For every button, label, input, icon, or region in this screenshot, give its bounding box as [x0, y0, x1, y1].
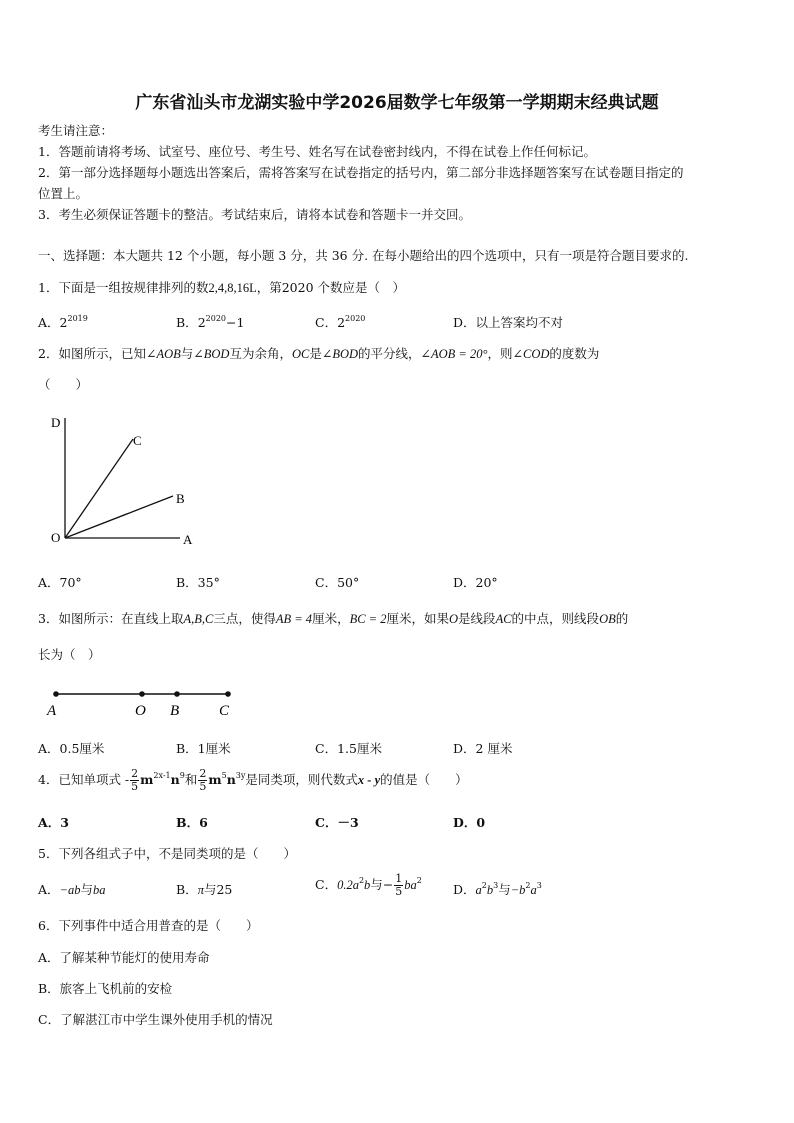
- q4-option-d[interactable]: D．0: [453, 815, 486, 830]
- q3-text: 厘米，: [312, 611, 350, 626]
- var-m: m: [208, 772, 222, 787]
- term: ba: [404, 878, 417, 892]
- q2-math: ∠BOD: [193, 347, 230, 361]
- exam-title: 广东省汕头市龙湖实验中学2026届数学七年级第一学期期末经典试题: [135, 93, 659, 113]
- notice-item-3: 3．考生必须保证答题卡的整洁。考试结束后，请将本试卷和答题卡一并交回。: [38, 207, 471, 222]
- label-a: A: [47, 703, 57, 719]
- question-2-stem: [38, 344, 599, 362]
- q1-option-a[interactable]: [38, 313, 88, 331]
- q1-option-d[interactable]: D．以上答案均不对: [453, 315, 564, 330]
- denominator: 5: [395, 885, 403, 898]
- q2-text: 2．如图所示，已知: [38, 346, 146, 361]
- var-m: m: [140, 772, 154, 787]
- conj: 与: [498, 882, 511, 897]
- point-a: [53, 691, 59, 697]
- q1-option-c[interactable]: [315, 313, 365, 331]
- q3-math: AC: [495, 612, 512, 626]
- label-c: C: [219, 703, 230, 719]
- term: a: [475, 883, 482, 897]
- q2-math: ∠AOB: [145, 347, 181, 361]
- question-1-stem: [38, 278, 405, 296]
- q4-text: 的值是（ ）: [380, 772, 468, 787]
- exponent: 3y: [235, 771, 246, 780]
- q3-text: 三点，使得: [213, 611, 276, 626]
- q2-math: ∠AOB = 20°: [420, 347, 488, 361]
- exponent: 2020: [205, 314, 226, 323]
- minus: −: [382, 877, 394, 892]
- q3-option-b[interactable]: B．1厘米: [176, 741, 231, 756]
- label-c: C: [133, 433, 142, 448]
- q6-option-c[interactable]: C．了解湛江市中学生课外使用手机的情况: [38, 1012, 273, 1027]
- option-label: B．: [176, 882, 198, 897]
- q3-text: 3．如图所示：在直线上取: [38, 611, 184, 626]
- option-label: A．: [38, 315, 60, 330]
- question-3-stem: [38, 609, 628, 627]
- q5-option-a[interactable]: [38, 880, 105, 898]
- q3-text: 厘米，如果: [386, 611, 450, 626]
- q2-option-b[interactable]: B．35°: [176, 575, 220, 590]
- exponent: 9: [179, 771, 185, 780]
- q3-stem-line2: 长为（ ）: [38, 647, 101, 662]
- option-label: B．: [176, 315, 198, 330]
- q4-option-c[interactable]: C．－3: [315, 815, 359, 830]
- option-label: D．: [453, 882, 476, 897]
- notice-heading: 考生请注意：: [38, 123, 114, 138]
- label-b: B: [170, 703, 180, 719]
- numerator: 2: [199, 767, 207, 780]
- ray-ob: [65, 496, 173, 538]
- q2-option-c[interactable]: C．50°: [315, 575, 360, 590]
- exponent: 2: [481, 881, 487, 890]
- label-a: A: [183, 532, 193, 547]
- q5-option-b[interactable]: [176, 880, 232, 898]
- q3-math: A,B,C: [183, 612, 214, 626]
- base: 2: [59, 315, 68, 330]
- q2-answer-paren: （ ）: [38, 377, 89, 392]
- q1-sequence: 2,4,8,16L: [208, 281, 257, 295]
- q4-text: 是同类项，则代数式: [245, 772, 358, 787]
- q4-text: 4．已知单项式 -: [38, 772, 130, 787]
- exponent: 2: [358, 876, 365, 885]
- q3-math: BC = 2: [349, 612, 387, 626]
- point-c: [225, 691, 231, 697]
- q3-text: 的: [615, 611, 629, 626]
- q5-option-d[interactable]: [453, 880, 542, 898]
- q2-text: 互为余角，: [229, 346, 292, 361]
- notice-item-1: 1．答题前请将考场、试室号、座位号、考生号、姓名写在试卷密封线内，不得在试卷上作任何标记。: [38, 144, 596, 159]
- conj: 与: [203, 882, 217, 897]
- q3-option-a[interactable]: A．0.5厘米: [38, 741, 105, 756]
- q6-option-a[interactable]: A．了解某种节能灯的使用寿命: [38, 950, 210, 965]
- q1-text: 1．下面是一组按规律排列的数: [38, 280, 209, 295]
- exponent: 2020: [345, 314, 366, 323]
- q3-option-c[interactable]: C．1.5厘米: [315, 741, 382, 756]
- q3-math: OB: [599, 612, 616, 626]
- term: −ab: [59, 883, 81, 897]
- term: π: [197, 883, 204, 897]
- q2-option-a[interactable]: A．70°: [38, 575, 82, 590]
- q3-option-d[interactable]: D．2 厘米: [453, 741, 513, 756]
- label-d: D: [51, 415, 61, 430]
- exponent: 3: [493, 881, 499, 890]
- q4-option-b[interactable]: B．6: [176, 815, 208, 830]
- var-n: n: [226, 772, 236, 787]
- section-heading: 一、选择题：本大题共 12 个小题，每小题 3 分，共 36 分. 在每小题给出的四个选项中，只有一项是符合题目要求的.: [38, 248, 689, 263]
- q4-fraction-2: [198, 768, 207, 793]
- base: 2: [197, 315, 206, 330]
- label-b: B: [176, 491, 185, 506]
- exponent: 2019: [67, 314, 88, 323]
- notice-item-2: 2．第一部分选择题每小题选出答案后，需将答案写在试卷指定的括号内，第二部分非选择题答案写在试卷题目指定的: [38, 165, 684, 180]
- denominator: 5: [199, 780, 207, 793]
- exponent: 2x-1: [153, 771, 171, 780]
- point-o: [139, 691, 145, 697]
- q2-text: 是: [309, 346, 322, 361]
- term: b: [364, 878, 371, 892]
- q2-text: 的度数为: [549, 346, 600, 361]
- exponent: 2: [525, 881, 531, 890]
- q2-text: 与: [180, 346, 194, 361]
- point-b: [174, 691, 180, 697]
- exponent: 5: [221, 771, 227, 780]
- q2-text: ，则: [487, 346, 513, 361]
- q4-text: 和: [184, 772, 198, 787]
- term: a: [530, 883, 537, 897]
- q2-math: ∠COD: [512, 347, 550, 361]
- conj: 与: [80, 882, 93, 897]
- q1-option-b[interactable]: [176, 313, 244, 331]
- denominator: 5: [131, 780, 139, 793]
- question-6-stem: 6．下列事件中适合用普查的是（ ）: [38, 918, 259, 933]
- q3-math: AB = 4: [275, 612, 313, 626]
- q3-text: 是线段: [458, 611, 496, 626]
- label-o: O: [51, 530, 61, 545]
- q4-expression: x - y: [357, 773, 381, 787]
- option-label: A．: [38, 882, 60, 897]
- option-label: C．: [315, 315, 338, 330]
- exponent: 2: [416, 876, 422, 885]
- q3-segment-figure: [44, 684, 244, 720]
- q2-math: OC: [291, 347, 310, 361]
- q5-option-c[interactable]: [315, 873, 422, 898]
- q2-math: ∠BOD: [321, 347, 359, 361]
- q1-text-end: ，第2020 个数应是（ ）: [256, 280, 406, 295]
- conj: 与: [370, 877, 383, 892]
- notice-item-2-cont: 位置上。: [38, 186, 89, 201]
- term: ba: [92, 883, 106, 897]
- ray-oc: [65, 439, 133, 538]
- minus-one: −1: [226, 315, 245, 330]
- q4-fraction-1: [130, 768, 139, 793]
- base: 2: [337, 315, 346, 330]
- q5-fraction: [394, 873, 403, 898]
- term: 0.2a: [337, 878, 359, 892]
- term: −b: [510, 883, 526, 897]
- var-n: n: [170, 772, 180, 787]
- q3-math: O: [449, 612, 459, 626]
- q2-angle-figure: [45, 412, 205, 552]
- q2-text: 的平分线，: [358, 346, 421, 361]
- q3-text: 的中点，则线段: [511, 611, 600, 626]
- label-o: O: [135, 703, 146, 719]
- numerator: 1: [395, 872, 403, 885]
- option-label: C．: [315, 877, 338, 892]
- question-5-stem: 5．下列各组式子中，不是同类项的是（ ）: [38, 846, 296, 861]
- q4-option-a[interactable]: A．3: [38, 815, 69, 830]
- q6-option-b[interactable]: B．旅客上飞机前的安检: [38, 981, 173, 996]
- exponent: 3: [536, 881, 542, 890]
- term: b: [486, 883, 494, 897]
- numerator: 2: [131, 767, 139, 780]
- question-4-stem: [38, 768, 468, 793]
- term: 25: [216, 882, 233, 897]
- q2-option-d[interactable]: D．20°: [453, 575, 498, 590]
